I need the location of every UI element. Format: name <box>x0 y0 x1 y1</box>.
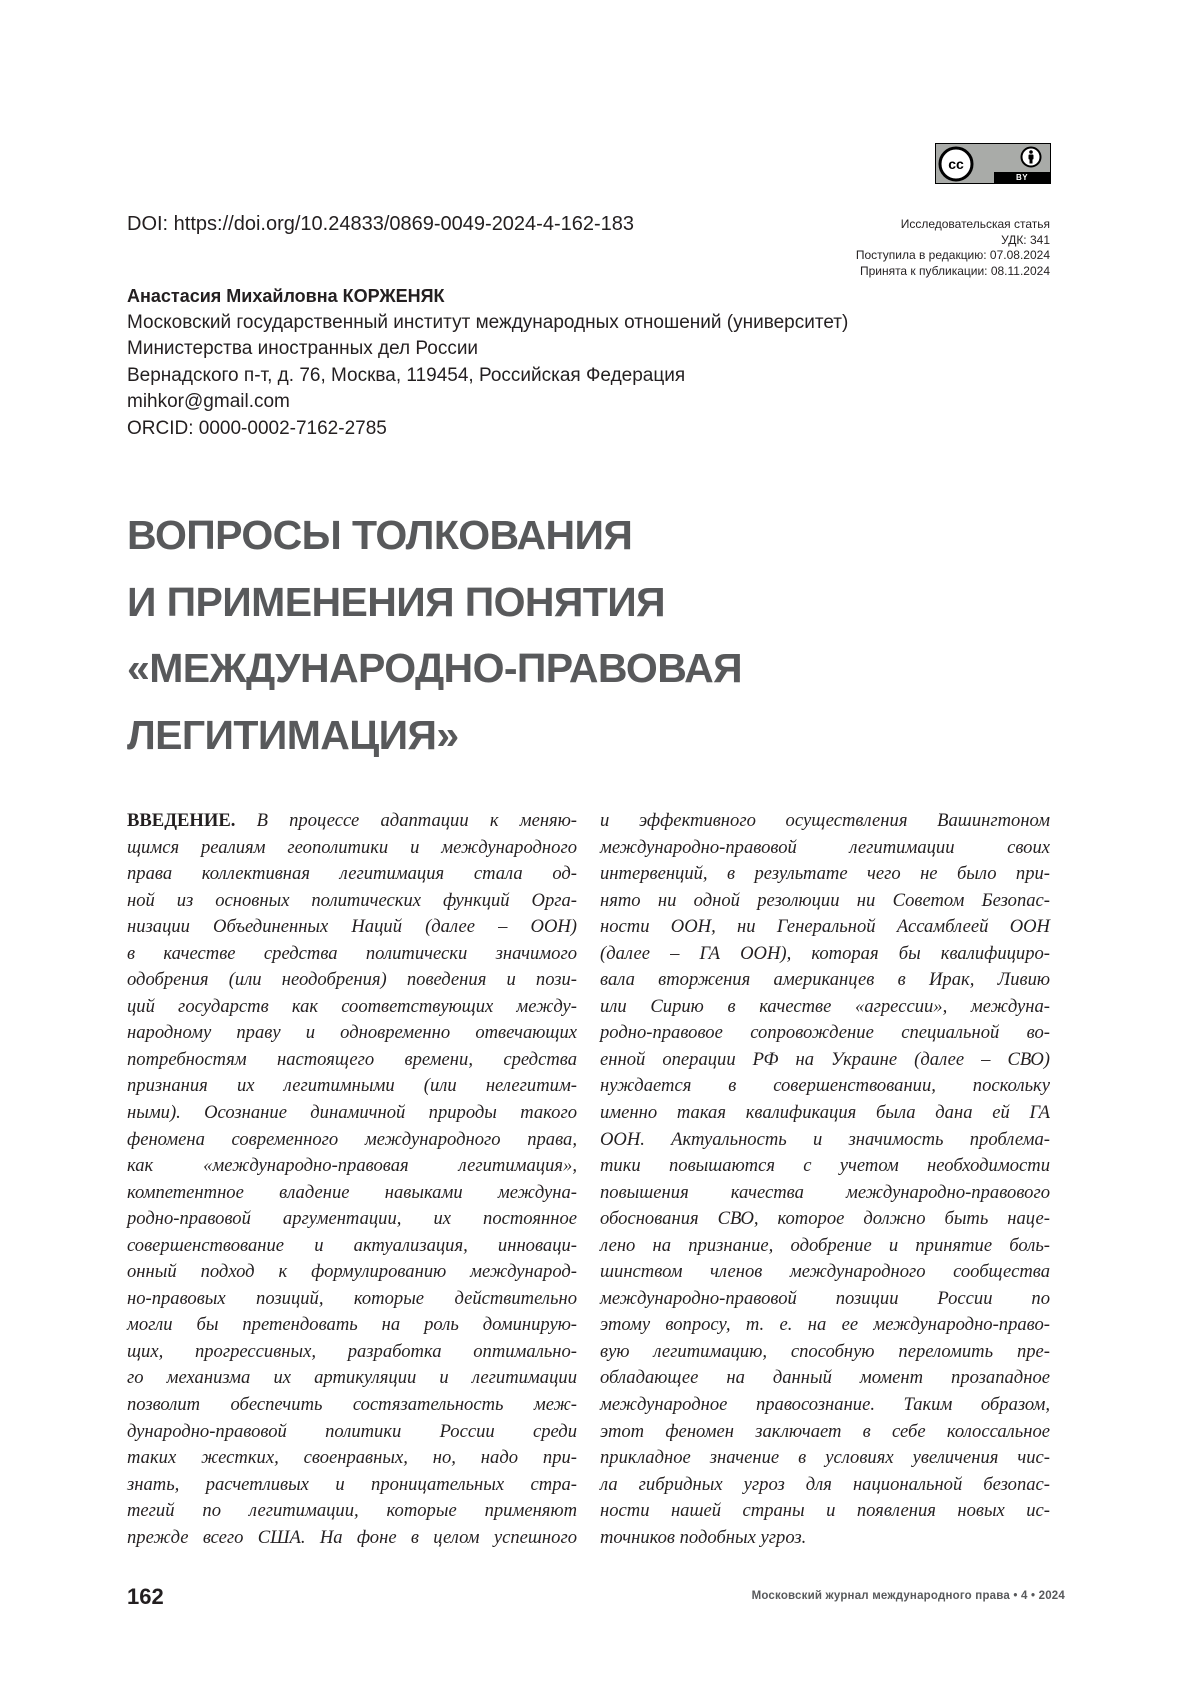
author-email[interactable]: mihkor@gmail.com <box>127 389 848 416</box>
body-line: позволит обеспечить состязательность меж- <box>127 1392 577 1419</box>
body-line: ла гибридных угроз для национальной безопас- <box>600 1472 1050 1499</box>
title-line: «МЕЖДУНАРОДНО-ПРАВОВАЯ <box>127 635 927 702</box>
body-line: родно-правовое сопровождение специальной во- <box>600 1020 1050 1047</box>
body-line: лено на признание, одобрение и принятие боль- <box>600 1233 1050 1260</box>
author-affiliation-1: Московский государственный институт международных отношений (университет) <box>127 310 848 337</box>
body-line: ности нашей страны и появления новых ис- <box>600 1498 1050 1525</box>
body-line: нуждается в совершенствовании, поскольку <box>600 1073 1050 1100</box>
article-meta <box>856 217 1050 279</box>
body-line: ными). Осознание динамичной природы такого <box>127 1100 577 1127</box>
body-line: онный подход к формулированию международ- <box>127 1259 577 1286</box>
body-line: права коллективная легитимация стала од- <box>127 861 577 888</box>
body-line: знать, расчетливых и проницательных стра- <box>127 1472 577 1499</box>
author-affiliation-2: Министерства иностранных дел России <box>127 336 848 363</box>
body-line: (далее – ГА ООН), которая бы квалифициро- <box>600 941 1050 968</box>
cc-by-license-badge <box>935 143 1051 184</box>
author-block <box>127 283 848 443</box>
body-line: одобрения (или неодобрения) поведения и пози- <box>127 967 577 994</box>
journal-footer: Московский журнал международного права • 4 • 2024 <box>752 1590 1065 1602</box>
received-date: Поступила в редакцию: 07.08.2024 <box>856 248 1050 264</box>
body-line: го механизма их артикуляции и легитимации <box>127 1365 577 1392</box>
body-line: нято ни одной резолюции ни Советом Безопас- <box>600 888 1050 915</box>
body-line: ООН. Актуальность и значимость проблема- <box>600 1127 1050 1154</box>
body-line: родно-правовой аргументации, их постоянное <box>127 1206 577 1233</box>
body-line: тики повышаются с учетом необходимости <box>600 1153 1050 1180</box>
body-line: компетентное владение навыками междуна- <box>127 1180 577 1207</box>
body-line: народному праву и одновременно отвечающих <box>127 1020 577 1047</box>
body-line: низации Объединенных Наций (далее – ООН) <box>127 914 577 941</box>
body-line: именно такая квалификация была дана ей ГА <box>600 1100 1050 1127</box>
accepted-date: Принята к публикации: 08.11.2024 <box>856 264 1050 280</box>
body-line: енной операции РФ на Украине (далее – СВО) <box>600 1047 1050 1074</box>
doi-link[interactable]: DOI: https://doi.org/10.24833/0869-0049-2024-4-162-183 <box>127 213 634 236</box>
body-line: международное правосознание. Таким образом, <box>600 1392 1050 1419</box>
title-line: ВОПРОСЫ ТОЛКОВАНИЯ <box>127 502 927 569</box>
body-line: обоснования СВО, которое должно быть наце- <box>600 1206 1050 1233</box>
body-line: прикладное значение в условиях увеличения чис- <box>600 1445 1050 1472</box>
body-line: как «международно-правовая легитимация», <box>127 1153 577 1180</box>
svg-text:cc: cc <box>948 156 964 172</box>
body-line: или Сирию в качестве «агрессии», междуна- <box>600 994 1050 1021</box>
body-line: щих, прогрессивных, разработка оптимально- <box>127 1339 577 1366</box>
body-line: совершенствование и актуализация, инноваци- <box>127 1233 577 1260</box>
body-line: тегий по легитимации, которые применяют <box>127 1498 577 1525</box>
udc-code: УДК: 341 <box>856 233 1050 249</box>
body-line: щимся реалиям геополитики и международного <box>127 835 577 862</box>
body-line: таких жестких, своенравных, но, надо при- <box>127 1445 577 1472</box>
body-line: признания их легитимными (или нелегитим- <box>127 1073 577 1100</box>
body-line: точников подобных угроз. <box>600 1525 1050 1552</box>
intro-heading: ВВЕДЕНИЕ. <box>127 810 235 831</box>
body-line: международно-правовой позиции России по <box>600 1286 1050 1313</box>
body-line: шинством членов международного сообщества <box>600 1259 1050 1286</box>
article-type: Исследовательская статья <box>856 217 1050 233</box>
body-line: международно-правовой легитимации своих <box>600 835 1050 862</box>
body-line: в качестве средства политически значимого <box>127 941 577 968</box>
license-by-label: BY <box>994 172 1050 183</box>
body-line: ности ООН, ни Генеральной Ассамблеей ООН <box>600 914 1050 941</box>
body-line: и эффективного осуществления Вашингтоном <box>600 808 1050 835</box>
body-line: повышения качества международно-правового <box>600 1180 1050 1207</box>
by-person-icon <box>1020 146 1042 168</box>
body-line: ной из основных политических функций Орга- <box>127 888 577 915</box>
body-line: прежде всего США. На фоне в целом успешного <box>127 1525 577 1552</box>
body-line: этот феномен заключает в себе колоссальное <box>600 1419 1050 1446</box>
title-line: ЛЕГИТИМАЦИЯ» <box>127 702 927 769</box>
body-column-right <box>600 808 1050 1551</box>
body-line: интервенций, в результате чего не было при- <box>600 861 1050 888</box>
body-column-left <box>127 808 577 1551</box>
author-name: Анастасия Михайловна КОРЖЕНЯК <box>127 283 848 310</box>
body-line: дународно-правовой политики России среди <box>127 1419 577 1446</box>
body-line: но-правовых позиций, которые действительно <box>127 1286 577 1313</box>
author-orcid[interactable]: ORCID: 0000-0002-7162-2785 <box>127 416 848 443</box>
body-line: вую легитимацию, способную переломить пре- <box>600 1339 1050 1366</box>
body-line: потребностям настоящего времени, средства <box>127 1047 577 1074</box>
body-line: ций государств как соответствующих между- <box>127 994 577 1021</box>
body-line: этому вопросу, т. е. на ее международно-право- <box>600 1312 1050 1339</box>
cc-icon <box>938 146 974 182</box>
body-line: обладающее на данный момент прозападное <box>600 1365 1050 1392</box>
title-line: И ПРИМЕНЕНИЯ ПОНЯТИЯ <box>127 569 927 636</box>
author-address: Вернадского п-т, д. 76, Москва, 119454, Российская Федерация <box>127 363 848 390</box>
page-number: 162 <box>127 1584 164 1610</box>
intro-first-line: В процессе адаптации к меняю- <box>257 810 577 831</box>
body-line <box>127 808 577 835</box>
body-line: могли бы претендовать на роль доминирую- <box>127 1312 577 1339</box>
article-title <box>127 502 927 768</box>
body-line: феномена современного международного права, <box>127 1127 577 1154</box>
body-line: вала вторжения американцев в Ирак, Ливию <box>600 967 1050 994</box>
